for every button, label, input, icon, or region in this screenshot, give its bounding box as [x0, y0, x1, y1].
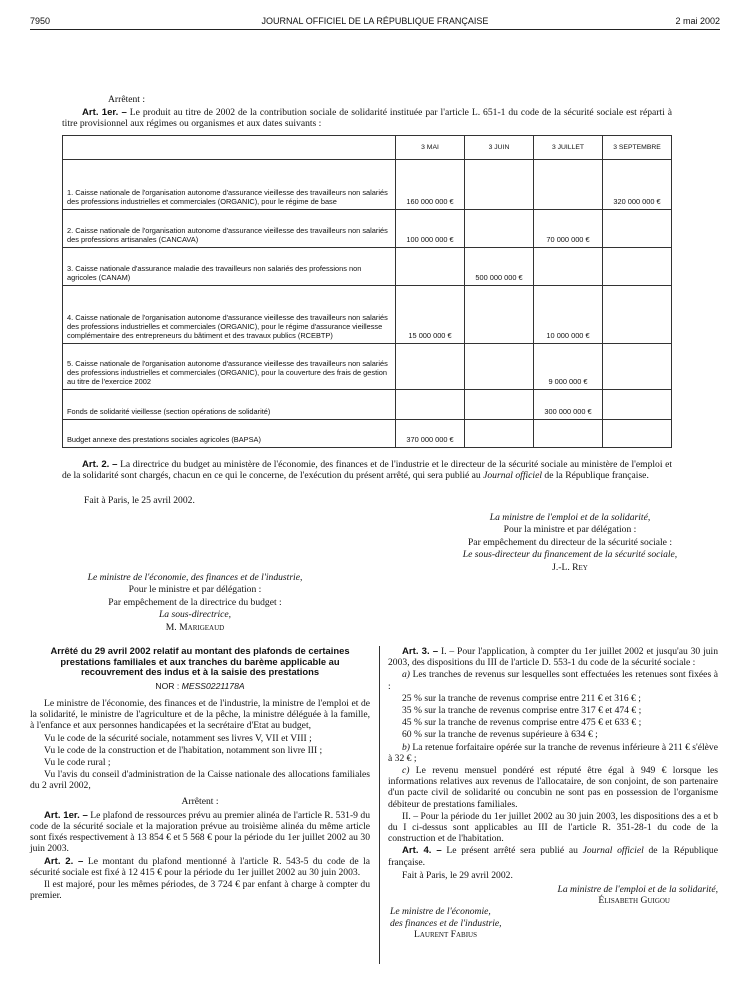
- table-row: [63, 420, 672, 448]
- page-number: 7950: [30, 16, 51, 26]
- table-row: [63, 286, 672, 344]
- cell-value: [603, 420, 672, 448]
- cell-value: [603, 390, 672, 420]
- cell-value: 320 000 000 €: [603, 160, 672, 210]
- visa: Vu l'avis du conseil d'administration de la Caisse nationale des allocations familiales du 2 avril 2002,: [30, 769, 370, 792]
- item-letter: b): [402, 741, 410, 753]
- right-column: [388, 646, 718, 940]
- article-2b: [30, 856, 370, 878]
- article-2-label: Art. 2. –: [82, 459, 118, 470]
- arrete-title: Arrêté du 29 avril 2002 relatif au montant des plafonds de certaines prestations familiales et aux tranches du barème applicable au recouvrement des indus et à la saisie des prestations: [50, 645, 350, 678]
- article-3-a: [388, 669, 718, 691]
- cell-value: [603, 344, 672, 390]
- cell-value: 10 000 000 €: [534, 286, 603, 344]
- row-label: 2. Caisse nationale de l'organisation autonome d'assurance vieillesse des travailleurs non salariés des professions artisanales (CANCAVA): [63, 210, 396, 248]
- article-4: [388, 845, 718, 867]
- article-label: Art. 2. –: [44, 855, 84, 867]
- column-divider: [379, 646, 380, 964]
- visa: Vu le code de la construction et de l'habitation, notamment son livre III ;: [44, 744, 323, 756]
- page-header: [30, 14, 720, 30]
- item-letter: a): [402, 669, 410, 681]
- article-1: [62, 107, 672, 129]
- cell-value: 370 000 000 €: [396, 420, 465, 448]
- cell-value: 300 000 000 €: [534, 390, 603, 420]
- cell-value: [534, 248, 603, 286]
- article-label: Art. 1er. –: [44, 809, 88, 821]
- article-3-ii: II. – Pour la période du 1er juillet 2002 au 30 juin 2003, les dispositions des a et b du I ci-dessus sont applicables au III de l'article R. 351-28-1 du code de la construction et de l'habitation.: [388, 810, 718, 845]
- article-text-end: de la République française.: [388, 845, 718, 868]
- article-text: Le plafond de ressources prévu au premier alinéa de l'article R. 531-9 du code de la sécurité sociale et la majoration prévue au troisième alinéa du même article sont fixés respectivement à 13 854 € et 5 568 € pour la période du 1er juillet 2002 au 30 juin 2003.: [30, 809, 370, 855]
- tranche-line: 35 % sur la tranche de revenus comprise entre 317 € et 474 € ;: [402, 705, 642, 717]
- article-3-b: [388, 742, 718, 764]
- signature-block-left: [40, 572, 350, 634]
- article-label: Art. 4. –: [402, 845, 442, 857]
- issue-date: 2 mai 2002: [675, 16, 720, 26]
- cell-value: [465, 344, 534, 390]
- cell-value: 15 000 000 €: [396, 286, 465, 344]
- arretent-heading-2: Arrêtent :: [181, 795, 219, 807]
- arretent-heading: Arrêtent :: [108, 94, 146, 105]
- signature-title: des finances et de l'industrie,: [390, 917, 502, 929]
- table-row: [63, 344, 672, 390]
- cell-value: [396, 248, 465, 286]
- journal-title: JOURNAL OFFICIEL DE LA RÉPUBLIQUE FRANÇAISE: [261, 16, 489, 26]
- signatory-name: J.-L. Rey: [552, 561, 588, 573]
- article-1b: [30, 810, 370, 855]
- cell-value: [465, 390, 534, 420]
- row-label: Fonds de solidarité vieillesse (section opérations de solidarité): [63, 390, 396, 420]
- signature-title: Le ministre de l'économie,: [390, 906, 491, 918]
- visa: Vu le code de la sécurité sociale, notamment ses livres V, VII et VIII ;: [44, 732, 312, 744]
- row-label: 4. Caisse nationale de l'organisation autonome d'assurance vieillesse des travailleurs non salariés des professions industrielles et commerciales (ORGANIC), pour le régime d'assurance vieillesse complémentaire des entrepreneurs du bâtiment et des travaux publics (RCEBTP): [63, 286, 396, 344]
- article-2: [62, 459, 672, 481]
- cell-value: [465, 210, 534, 248]
- cell-value: 9 000 000 €: [534, 344, 603, 390]
- allocation-table: [62, 135, 672, 448]
- table-header-row: [63, 136, 672, 160]
- nor-code: MESS0221178A: [181, 680, 245, 691]
- table-row: [63, 160, 672, 210]
- article-text: I. – Pour l'application, à compter du 1er juillet 2002 et jusqu'au 30 juin 2003, des dispositions du III de l'article D. 553-1 du code de la sécurité sociale :: [388, 646, 718, 669]
- item-letter: c): [402, 765, 410, 777]
- signatory-name: M. Marigeaud: [165, 621, 225, 633]
- nor-label: NOR :: [155, 680, 180, 691]
- col-header-juillet: 3 JUILLET: [534, 136, 603, 160]
- signature-line: Pour le ministre et par délégation :: [128, 584, 262, 596]
- cell-value: [465, 286, 534, 344]
- article-2-text-end: de la République française.: [544, 470, 649, 482]
- article-2-text: La directrice du budget au ministère de l'économie, des finances et de l'industrie et le directeur de la sécurité sociale au ministère de l'emploi et de la solidarité sont chargés, chacun en ce qui le concerne, de l'exécution du présent arrêté, qui sera publié au: [62, 459, 672, 482]
- row-label: Budget annexe des prestations sociales agricoles (BAPSA): [63, 420, 396, 448]
- item-text: La retenue forfaitaire opérée sur la tranche de revenus inférieure à 211 € s'élève à 32 € ;: [388, 741, 718, 764]
- left-column: [30, 646, 370, 902]
- row-label: 5. Caisse nationale de l'organisation autonome d'assurance vieillesse des travailleurs non salariés des professions industrielles et commerciales (ORGANIC), pour la couverture des frais de gestion au titre de l'exercice 2002: [63, 344, 396, 390]
- tranche-line: 60 % sur la tranche de revenus supérieure à 634 € ;: [402, 729, 598, 741]
- article-3: [388, 646, 718, 668]
- signature-line: Par empêchement du directeur de la sécurité sociale :: [467, 536, 673, 548]
- table-row: [63, 248, 672, 286]
- cell-value: [534, 160, 603, 210]
- article-2b-majoration: Il est majoré, pour les mêmes périodes, de 3 724 € par enfant à charge à compter du premier.: [30, 879, 370, 902]
- table-header-empty: [63, 136, 396, 160]
- cell-value: [465, 420, 534, 448]
- cell-value: [603, 210, 672, 248]
- signature-title: Le ministre de l'économie, des finances et de l'industrie,: [87, 572, 303, 583]
- journal-officiel-ref: Journal officiel: [582, 845, 644, 857]
- signature-title: La ministre de l'emploi et de la solidarité,: [557, 884, 718, 896]
- tranche-line: 45 % sur la tranche de revenus comprise entre 475 € et 633 € ;: [402, 717, 642, 729]
- article-1-text: Le produit au titre de 2002 de la contribution sociale de solidarité instituée par l'article L. 651-1 du code de la sécurité sociale est réparti à titre provisionnel aux régimes ou organismes et aux dates suivants :: [62, 107, 673, 130]
- cell-value: [534, 420, 603, 448]
- col-header-septembre: 3 SEPTEMBRE: [603, 136, 672, 160]
- preamble: Le ministre de l'économie, des finances et de l'industrie, la ministre de l'emploi et de la solidarité, le ministre de l'agriculture et de la pêche, la ministre déléguée à la famille, à l'enfance et aux personnes handicapées et la secrétaire d'Etat au budget,: [30, 697, 370, 732]
- cell-value: [603, 286, 672, 344]
- signatory-name: Laurent Fabius: [414, 928, 477, 940]
- signature-line: Par empêchement de la directrice du budget :: [108, 596, 282, 608]
- signatory-name: Élisabeth Guigou: [598, 895, 670, 907]
- cell-value: [396, 344, 465, 390]
- signature-title: La ministre de l'emploi et de la solidarité,: [489, 512, 651, 523]
- item-text: Le revenu mensuel pondéré est réputé être égal à 949 € lorsque les informations relatives aux revenus de l'allocataire, de son conjoint, de son partenaire d'un pacte civil de solidarité ou concubin ne sont pas en possession de l'organisme débiteur de prestations familiales.: [388, 765, 718, 810]
- cell-value: 100 000 000 €: [396, 210, 465, 248]
- nor-reference: [30, 681, 370, 692]
- tranche-line: 25 % sur la tranche de revenus comprise entre 211 € et 316 € ;: [402, 692, 641, 704]
- table-row: [63, 390, 672, 420]
- article-text: Le présent arrêté sera publié au: [446, 845, 578, 857]
- row-label: 3. Caisse nationale d'assurance maladie des travailleurs non salariés des professions non agricoles (CANAM): [63, 248, 396, 286]
- cell-value: 160 000 000 €: [396, 160, 465, 210]
- article-3-c: [388, 765, 718, 810]
- article-1-label: Art. 1er. –: [82, 107, 127, 118]
- journal-officiel-ref: Journal officiel: [483, 470, 543, 482]
- row-label: 1. Caisse nationale de l'organisation autonome d'assurance vieillesse des travailleurs non salariés des professions industrielles et commerciales (ORGANIC), pour le régime de base: [63, 160, 396, 210]
- col-header-mai: 3 MAI: [396, 136, 465, 160]
- fait-a-paris-1: Fait à Paris, le 25 avril 2002.: [84, 495, 195, 506]
- item-text: Les tranches de revenus sur lesquelles sont effectuées les retenues sont fixées à :: [388, 669, 718, 692]
- signature-line: Le sous-directeur du financement de la sécurité sociale,: [462, 549, 678, 561]
- cell-value: [465, 160, 534, 210]
- signature-line: Pour la ministre et par délégation :: [503, 524, 637, 536]
- fait-a-paris-2: Fait à Paris, le 29 avril 2002.: [402, 869, 513, 881]
- visa: Vu le code rural ;: [44, 757, 111, 768]
- cell-value: [603, 248, 672, 286]
- col-header-juin: 3 JUIN: [465, 136, 534, 160]
- table-row: [63, 210, 672, 248]
- article-text: Le montant du plafond mentionné à l'article R. 543-5 du code de la sécurité sociale est fixé à 12 415 € pour la période du 1er juillet 2002 au 30 juin 2003.: [30, 855, 370, 878]
- signature-line: La sous-directrice,: [158, 609, 232, 621]
- article-label: Art. 3. –: [402, 646, 439, 657]
- cell-value: 70 000 000 €: [534, 210, 603, 248]
- signature-block-right: [400, 512, 740, 574]
- cell-value: [396, 390, 465, 420]
- cell-value: 500 000 000 €: [465, 248, 534, 286]
